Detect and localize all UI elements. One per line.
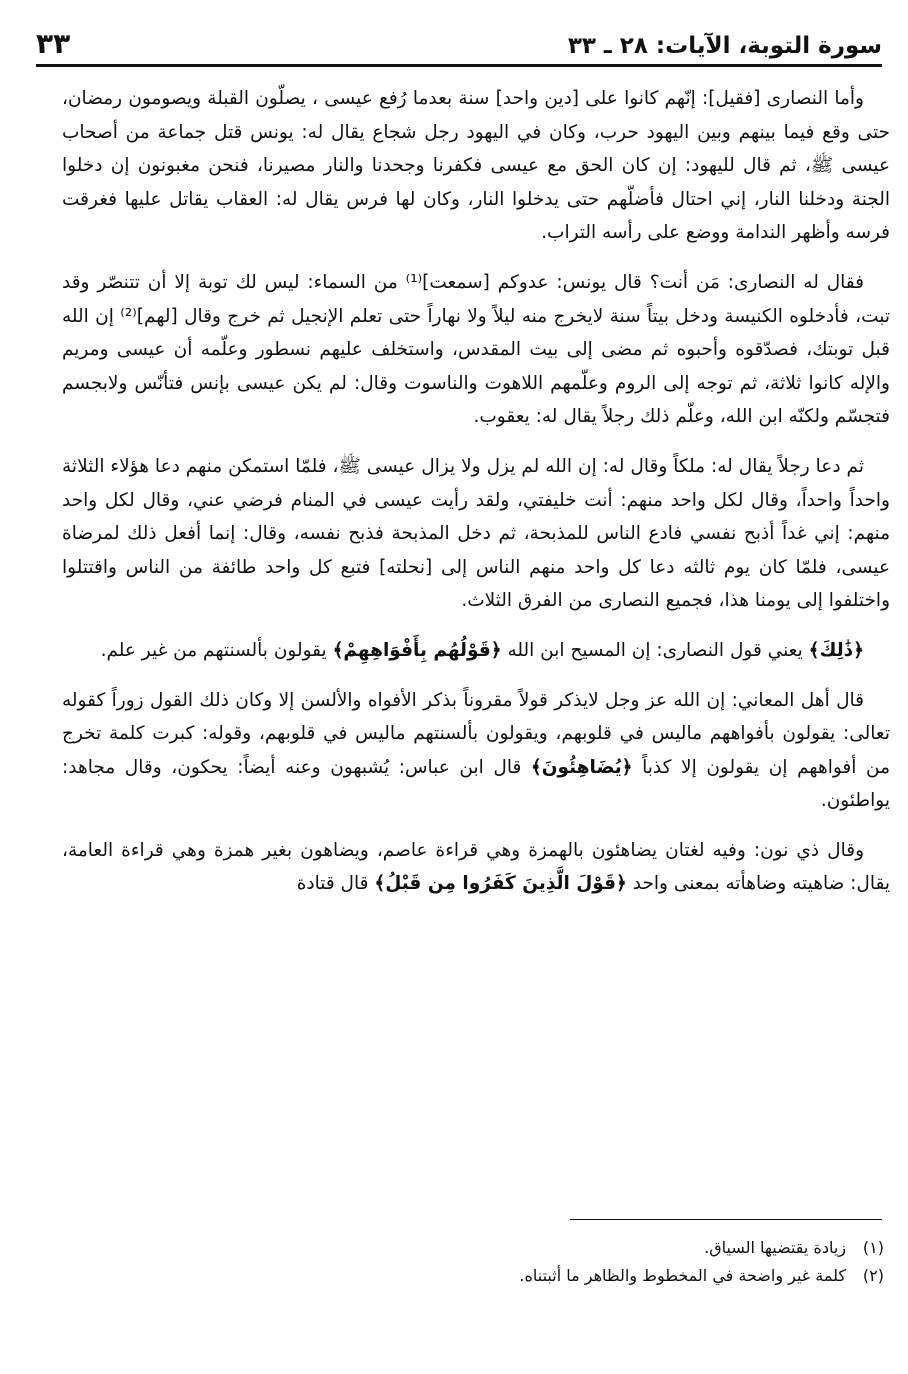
text-run: قال أهل المعاني: إن الله عز وجل لايذكر قولاً مقروناً بذكر الأفواه والألسن إلا وكان ذلك القول زوراً كقوله تعالى: يقولون بأفواههم ماليس في قلوبهم، ويقولون بألسنتهم ماليس في قلوبهم، وقوله: كبرت كلمة تخرج من أفواههم إن يقولون إلا كذباً [62,689,890,778]
footnote-item [80,1234,884,1262]
footnote-number: (٢) [862,1266,884,1285]
footnote-text: زيادة يقتضيها السياق. [704,1238,846,1257]
quran-phrase: ﴿قَوْلُهُم بِأَفْوَاهِهِمْ﴾ [332,639,502,661]
quran-phrase: ﴿يُضَاهِئُونَ﴾ [530,756,633,778]
footnote-text: كلمة غير واضحة في المخطوط والظاهر ما أثبتناه. [519,1266,846,1285]
text-run: وقال ذي نون: وفيه لغتان يضاهئون بالهمزة وهي قراءة عاصم، ويضاهون بغير همزة وهي قراءة العامة، يقال: ضاهيته وضاهأته بمعنى واحد [62,839,890,895]
paragraph-malik: ثم دعا رجلاً يقال له: ملكاً وقال له: إن الله لم يزل ولا يزال عيسى ﷺ، فلمّا استمكن منهم دعا هؤلاء الثلاثة واحداً واحداً، وقال لكل واحد منهم: أنت خليفتي، ولقد رأيت عيسى في المنام فرضي عني، وقال لكل واحد منهم: إني غداً أذبح نفسي فادع الناس للمذبحة، ثم دخل المذبحة فذبح نفسه، وقال: إنما أفعل ذلك لمرضاة عيسى، فلمّا كان يوم ثالثه دعا كل واحد منهم الناس إلى [نحلته] فتبع كل واحد طائفة من الناس واقتتلوا واختلفوا إلى يومنا هذا، فجميع النصارى من الفرق الثلاث. [62,455,890,612]
footnote-item [80,1262,884,1290]
footnote-number: (١) [862,1238,884,1257]
quran-phrase: ﴿ذَٰلِكَ﴾ [808,639,864,661]
running-head [36,18,882,67]
paragraph-yunus: فقال له النصارى: مَن أنت؟ قال يونس: عدوكم [سمعت]⁽¹⁾ من السماء: ليس لك توبة إلا أن تتنصّر وقد تبت، فأدخلوه الكنيسة ودخل بيتاً سنة لايخرج منه ليلاً ولا نهاراً حتى تعلم الإنجيل ثم خرج وقال [لهم]⁽²⁾ إن الله قبل توبتك، فصدّقوه وأحبوه ثم مضى إلى بيت المقدس، واستخلف عليهم نسطور وعلّمه أن عيسى ومريم والإله كانوا ثلاثة، ثم توجه إلى الروم وعلّمهم اللاهوت والناسوت وقال: لم يكن عيسى بإنس فتأنّس ولابجسم فتجسّم ولكنّه ابن الله، وعلّم ذلك رجلاً يقال له: يعقوب. [62,271,891,428]
text-run: يعني قول النصارى: إن المسيح ابن الله [501,639,809,661]
running-title: سورة التوبة، الآيات: ٢٨ ـ ٣٣ [567,33,882,59]
paragraph-verse-explanation [62,634,890,668]
footnote-divider [570,1219,882,1220]
quran-phrase: ﴿قَوْلَ الَّذِينَ كَفَرُوا مِن قَبْلُ﴾ [374,873,627,895]
text-run: يقولون بألسنتهم من غير علم. [100,639,333,661]
body-text [62,82,890,917]
paragraph-readings [62,834,890,901]
text-run: قال قتادة [296,873,375,895]
page-number: ٣٣ [36,27,71,60]
footnotes [80,1234,884,1290]
paragraph-christians: وأما النصارى [فقيل]: إنّهم كانوا على [دين واحد] سنة بعدما رُفع عيسى ، يصلّون القبلة ويصومون رمضان، حتى وقع فيما بينهم وبين اليهود حرب، وكان في اليهود رجل شجاع يقال له: يونس قتل جماعة من أصحاب عيسى ﷺ، ثم قال لليهود: إن كان الحق مع عيسى فكفرنا وجحدنا والنار مصيرنا، فنحن مغبونون إن دخلوا الجنة ودخلنا النار، إني احتال فأضلّهم حتى يدخلوا النار، وكان لها فرس يقال له: العقاب يقاتل عليها فغرقت فرسه وأظهر الندامة ووضع على رأسه التراب. [62,88,890,244]
text-run: قال ابن عباس: يُشبهون وعنه أيضاً: يحكون، وقال مجاهد: يواطئون. [62,756,890,812]
paragraph-meanings [62,684,890,818]
